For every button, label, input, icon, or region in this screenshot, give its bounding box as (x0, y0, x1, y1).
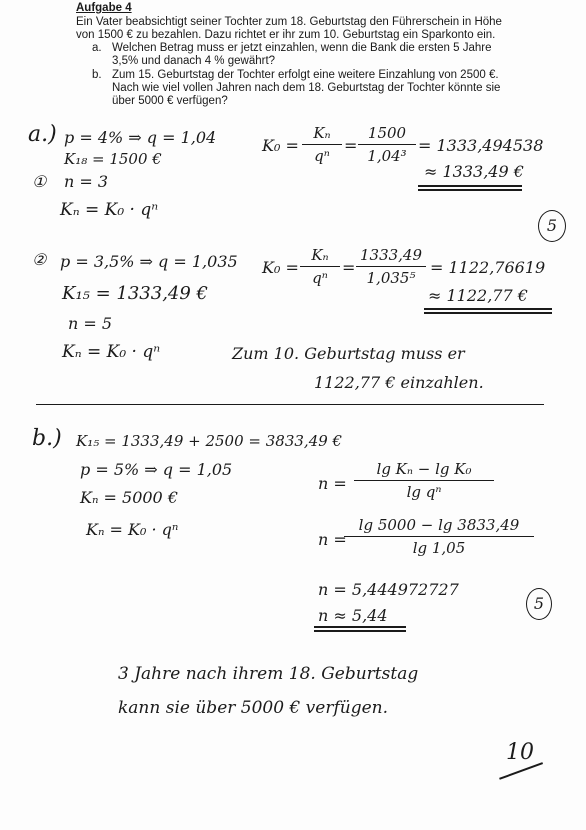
task-b-line-3: über 5000 € verfügen? (112, 95, 228, 107)
task-intro-line-1: Ein Vater beabsichtigt seiner Tochter zum 18. Geburtstag den Führerschein in Höhe (76, 16, 502, 28)
a-step1-frac-values (358, 124, 416, 165)
fraction-bar (300, 266, 340, 267)
fraction-denominator: qⁿ (312, 269, 328, 287)
a-step1-rounded: ≈ 1333,49 € (424, 162, 524, 181)
section-divider (36, 404, 544, 405)
b-kn: Kₙ = 5000 € (80, 488, 178, 507)
a-step1-marker: ① (32, 172, 47, 191)
a-answer-line-1: Zum 10. Geburtstag muss er (232, 344, 465, 363)
b-n-rounded: n ≈ 5,44 (318, 606, 388, 625)
fraction-denominator: 1,04³ (367, 147, 407, 165)
fraction-bar (356, 266, 426, 267)
underline-rounded1-a (418, 185, 522, 187)
task-intro-line-2: von 1500 € zu bezahlen. Dazu richtet er ihr zum 10. Geburtstag ein Sparkonto ein. (76, 29, 496, 41)
task-title: Aufgabe 4 (76, 2, 132, 14)
fraction-numerator: 1333,49 (359, 246, 423, 264)
fraction-numerator: Kₙ (311, 246, 329, 264)
a-step1-k18: K₁₈ = 1500 € (64, 150, 162, 168)
a-step2-formula: Kₙ = K₀ · qⁿ (62, 342, 161, 362)
a-step2-k0-lhs: K₀ = (262, 258, 299, 277)
a-step1-formula: Kₙ = K₀ · qⁿ (60, 200, 159, 220)
b-n-lhs-2: n = (318, 530, 347, 549)
fraction-bar (358, 144, 416, 145)
b-k15: K₁₅ = 1333,49 + 2500 = 3833,49 € (76, 432, 343, 450)
fraction-denominator: qⁿ (314, 147, 330, 165)
b-answer-line-2: kann sie über 5000 € verfügen. (118, 698, 388, 718)
b-n-lhs-1: n = (318, 474, 347, 493)
fraction-numerator: lg Kₙ − lg K₀ (376, 460, 472, 478)
underline-n-b (314, 630, 406, 632)
a-step1-frac-kn-qn (302, 124, 342, 165)
score-circle-1: 5 (538, 210, 566, 242)
fraction-bar (354, 480, 494, 481)
b-frac-lg-values (344, 516, 534, 557)
solution-b-label: b.) (32, 426, 62, 451)
fraction-numerator: Kₙ (313, 124, 331, 142)
a-step2-marker: ② (32, 250, 47, 269)
task-a-line-1: Welchen Betrag muss er jetzt einzahlen, wenn die Bank die ersten 5 Jahre (112, 42, 492, 54)
b-answer-line-1: 3 Jahre nach ihrem 18. Geburtstag (118, 664, 419, 684)
fraction-denominator: lg qⁿ (406, 483, 442, 501)
fraction-numerator: 1500 (367, 124, 407, 142)
a-step1-k0-lhs: K₀ = (262, 136, 299, 155)
a-step2-result: = 1122,76619 (430, 258, 546, 277)
fraction-bar (302, 144, 342, 145)
score-circle-2: 5 (526, 588, 552, 620)
fraction-denominator: lg 1,05 (412, 539, 466, 557)
a-step2-k15: K₁₅ = 1333,49 € (62, 283, 209, 304)
a-step1-n: n = 3 (64, 172, 109, 191)
a-step1-p-q: p = 4% ⇒ q = 1,04 (64, 128, 217, 147)
task-a-label: a. (92, 42, 102, 54)
fraction-denominator: 1,035⁵ (366, 269, 416, 287)
task-b-label: b. (92, 69, 102, 81)
solution-a-label: a.) (28, 122, 57, 147)
b-formula: Kₙ = K₀ · qⁿ (86, 520, 179, 539)
b-p-q: p = 5% ⇒ q = 1,05 (80, 460, 233, 479)
a-step2-frac-kn-qn (300, 246, 340, 287)
a-step2-frac-values (356, 246, 426, 287)
a-step2-rounded: ≈ 1122,77 € (428, 286, 528, 305)
task-b-line-2: Nach wie viel vollen Jahren nach dem 18. Geburtstag der Tochter könnte sie (112, 82, 501, 94)
a-step2-equals: = (342, 258, 356, 277)
underline-n-a (314, 626, 406, 628)
a-step2-p-q: p = 3,5% ⇒ q = 1,035 (60, 252, 238, 271)
total-score: 10 (506, 740, 534, 765)
underline-rounded1-b (418, 189, 522, 191)
a-step2-n: n = 5 (68, 314, 113, 333)
b-frac-lg-formula (354, 460, 494, 501)
a-step1-result: = 1333,494538 (418, 136, 544, 155)
task-b-line-1: Zum 15. Geburtstag der Tochter erfolgt eine weitere Einzahlung von 2500 €. (112, 69, 499, 81)
underline-rounded2-b (424, 312, 552, 314)
task-a-line-2: 3,5% und danach 4 % gewährt? (112, 55, 276, 67)
fraction-numerator: lg 5000 − lg 3833,49 (358, 516, 520, 534)
b-n-value: n = 5,444972727 (318, 580, 459, 599)
fraction-bar (344, 536, 534, 537)
a-step1-equals: = (344, 136, 358, 155)
underline-rounded2-a (424, 308, 552, 310)
a-answer-line-2: 1122,77 € einzahlen. (314, 373, 484, 392)
